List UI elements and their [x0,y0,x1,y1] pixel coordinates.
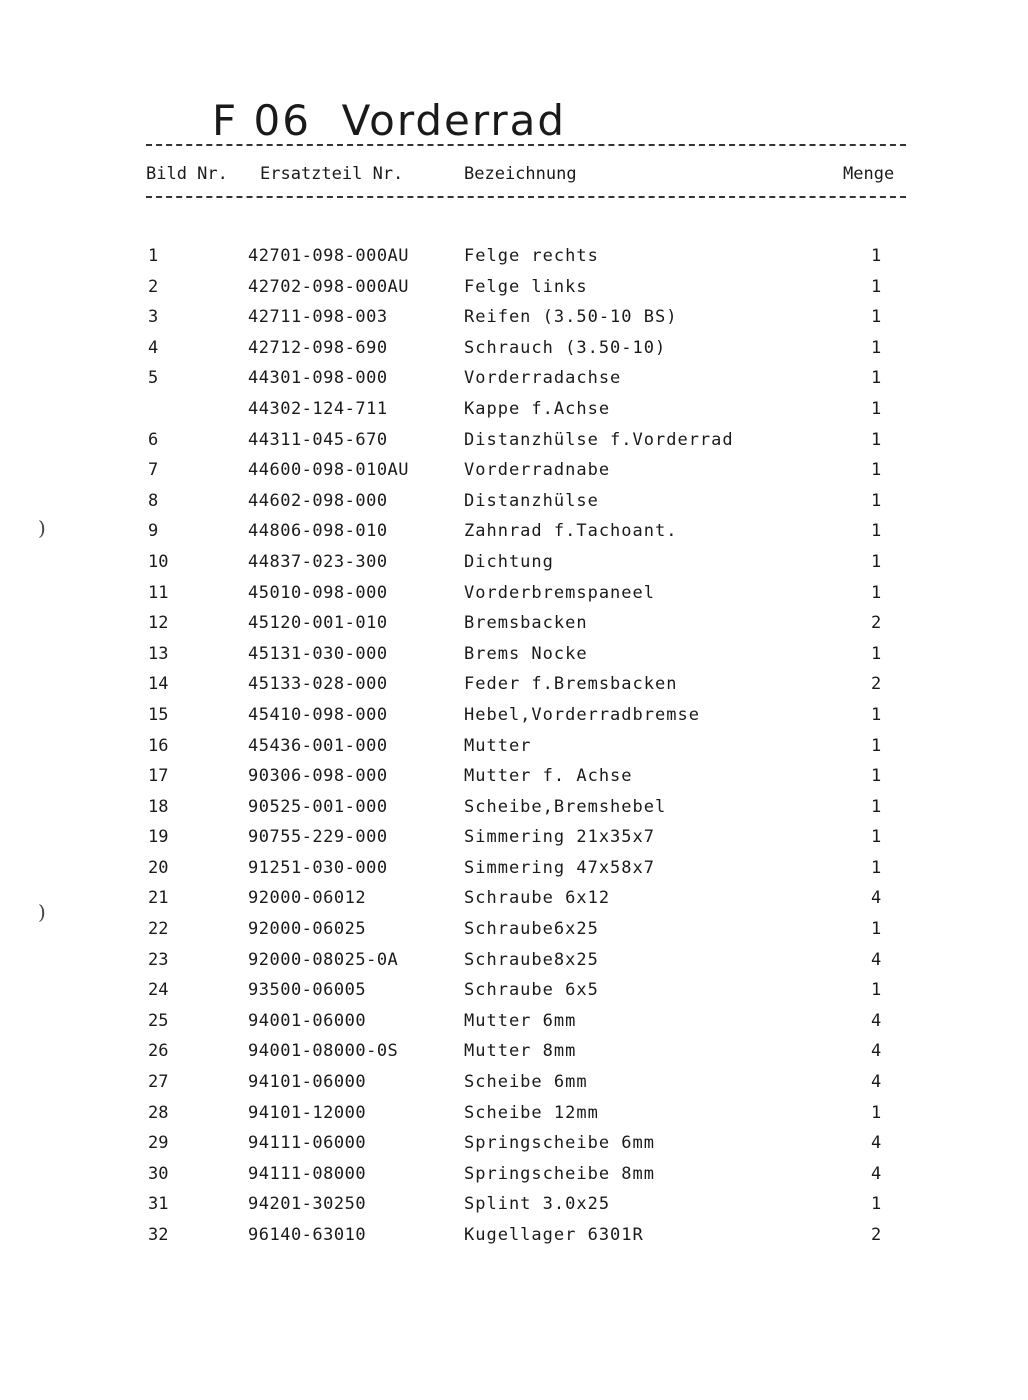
bezeichnung-cell: Mutter 8mm [464,1041,577,1062]
bild-nr-cell: 18 [148,796,169,817]
table-row [0,1160,1028,1191]
menge-cell: 4 [871,1072,882,1093]
bild-nr-cell: 8 [148,490,159,511]
bezeichnung-cell: Distanzhülse [464,490,599,511]
bild-nr-cell: 29 [148,1133,169,1154]
table-row [0,517,1028,548]
table-row [0,609,1028,640]
menge-cell: 2 [871,1225,882,1245]
bezeichnung-cell: Feder f.Bremsbacken [464,674,678,695]
menge-cell: 4 [871,1010,882,1031]
table-row [0,915,1028,946]
table-row [0,1129,1028,1160]
menge-cell: 1 [871,460,882,481]
ersatzteil-nr-cell: 44311-045-670 [248,429,388,450]
bild-nr-cell: 7 [148,460,159,481]
bild-nr-cell: 20 [148,857,169,878]
menge-cell: 2 [871,674,882,695]
ersatzteil-nr-cell: 94101-12000 [248,1102,367,1123]
menge-cell: 4 [871,1041,882,1062]
table-row [0,1190,1028,1221]
table-row [0,426,1028,457]
bezeichnung-cell: Brems Nocke [464,643,588,664]
bild-nr-cell: 21 [148,888,169,909]
bezeichnung-cell: Vorderbremspaneel [464,582,655,603]
bezeichnung-cell: Kappe f.Achse [464,398,611,419]
margin-mark: ) [38,900,46,924]
bild-nr-cell: 17 [148,766,169,787]
ersatzteil-nr-cell: 90525-001-000 [248,796,388,817]
ersatzteil-nr-cell: 45410-098-000 [248,704,388,725]
bild-nr-cell: 9 [148,521,159,542]
header-menge: Menge [843,164,895,184]
margin-mark: ) [38,516,46,540]
table-row [0,1068,1028,1099]
menge-cell: 1 [871,796,882,817]
ersatzteil-nr-cell: 44301-098-000 [248,368,388,389]
bild-nr-cell: 23 [148,949,169,970]
bezeichnung-cell: Vorderradnabe [464,460,611,481]
bezeichnung-cell: Scheibe 12mm [464,1102,599,1123]
table-row [0,303,1028,334]
table-row [0,640,1028,671]
bild-nr-cell: 25 [148,1010,169,1031]
bezeichnung-cell: Schraube 6x5 [464,980,599,1001]
bezeichnung-cell: Springscheibe 8mm [464,1163,655,1184]
ersatzteil-nr-cell: 45133-028-000 [248,674,388,695]
ersatzteil-nr-cell: 42702-098-000AU [248,276,410,297]
bezeichnung-cell: Felge rechts [464,246,599,266]
bild-nr-cell: 6 [148,429,159,450]
menge-cell: 4 [871,888,882,909]
ersatzteil-nr-cell: 94111-06000 [248,1133,367,1154]
ersatzteil-nr-cell: 90306-098-000 [248,766,388,787]
bezeichnung-cell: Dichtung [464,551,554,572]
menge-cell: 1 [871,582,882,603]
ersatzteil-nr-cell: 42712-098-690 [248,337,388,358]
menge-cell: 1 [871,704,882,725]
ersatzteil-nr-cell: 44806-098-010 [248,521,388,542]
bezeichnung-cell: Schraube 6x12 [464,888,611,909]
bild-nr-cell: 1 [148,246,159,266]
bild-nr-cell: 4 [148,337,159,358]
bild-nr-cell: 10 [148,551,169,572]
bezeichnung-cell: Reifen (3.50-10 BS) [464,307,678,328]
bezeichnung-cell: Hebel,Vorderradbremse [464,704,700,725]
bezeichnung-cell: Felge links [464,276,588,297]
ersatzteil-nr-cell: 45010-098-000 [248,582,388,603]
table-row [0,793,1028,824]
table-row [0,732,1028,763]
table-row [0,1221,1028,1252]
ersatzteil-nr-cell: 94201-30250 [248,1194,367,1215]
menge-cell: 1 [871,398,882,419]
table-row [0,976,1028,1007]
table-row [0,701,1028,732]
bild-nr-cell: 30 [148,1163,169,1184]
ersatzteil-nr-cell: 94001-06000 [248,1010,367,1031]
menge-cell: 1 [871,307,882,328]
ersatzteil-nr-cell: 92000-06012 [248,888,367,909]
menge-cell: 1 [871,490,882,511]
parts-table [0,242,1028,1252]
title-underline [146,144,906,146]
menge-cell: 1 [871,276,882,297]
bild-nr-cell: 31 [148,1194,169,1215]
table-row [0,487,1028,518]
ersatzteil-nr-cell: 92000-08025-0A [248,949,399,970]
ersatzteil-nr-cell: 94111-08000 [248,1163,367,1184]
table-row [0,1007,1028,1038]
bezeichnung-cell: Simmering 47x58x7 [464,857,655,878]
menge-cell: 1 [871,857,882,878]
ersatzteil-nr-cell: 45436-001-000 [248,735,388,756]
table-row [0,854,1028,885]
bild-nr-cell: 13 [148,643,169,664]
bild-nr-cell: 11 [148,582,169,603]
bezeichnung-cell: Mutter [464,735,532,756]
ersatzteil-nr-cell: 42711-098-003 [248,307,388,328]
table-row [0,579,1028,610]
bild-nr-cell: 15 [148,704,169,725]
table-row [0,670,1028,701]
bezeichnung-cell: Distanzhülse f.Vorderrad [464,429,734,450]
ersatzteil-nr-cell: 42701-098-000AU [248,246,410,266]
ersatzteil-nr-cell: 92000-06025 [248,919,367,940]
header-divider [146,196,906,198]
ersatzteil-nr-cell: 44600-098-010AU [248,460,410,481]
ersatzteil-nr-cell: 45120-001-010 [248,613,388,634]
menge-cell: 1 [871,735,882,756]
bild-nr-cell: 28 [148,1102,169,1123]
ersatzteil-nr-cell: 94101-06000 [248,1072,367,1093]
bild-nr-cell: 24 [148,980,169,1001]
bild-nr-cell: 3 [148,307,159,328]
ersatzteil-nr-cell: 45131-030-000 [248,643,388,664]
table-row [0,456,1028,487]
bezeichnung-cell: Scheibe,Bremshebel [464,796,667,817]
bild-nr-cell: 12 [148,613,169,634]
bezeichnung-cell: Zahnrad f.Tachoant. [464,521,678,542]
ersatzteil-nr-cell: 90755-229-000 [248,827,388,848]
ersatzteil-nr-cell: 96140-63010 [248,1225,367,1245]
bild-nr-cell: 22 [148,919,169,940]
bezeichnung-cell: Splint 3.0x25 [464,1194,611,1215]
menge-cell: 1 [871,521,882,542]
ersatzteil-nr-cell: 44602-098-000 [248,490,388,511]
table-row [0,823,1028,854]
bezeichnung-cell: Schraube8x25 [464,949,599,970]
menge-cell: 4 [871,949,882,970]
menge-cell: 1 [871,337,882,358]
bild-nr-cell: 27 [148,1072,169,1093]
menge-cell: 1 [871,368,882,389]
bild-nr-cell: 2 [148,276,159,297]
menge-cell: 1 [871,766,882,787]
bezeichnung-cell: Vorderradachse [464,368,622,389]
table-row [0,946,1028,977]
table-row [0,1037,1028,1068]
bild-nr-cell: 14 [148,674,169,695]
header-bild-nr: Bild Nr. [146,164,228,184]
table-row [0,884,1028,915]
table-row [0,762,1028,793]
page-title: F 06 Vorderrad [212,96,567,145]
menge-cell: 1 [871,429,882,450]
bezeichnung-cell: Mutter f. Achse [464,766,633,787]
menge-cell: 2 [871,613,882,634]
bild-nr-cell: 5 [148,368,159,389]
ersatzteil-nr-cell: 44302-124-711 [248,398,388,419]
table-row [0,273,1028,304]
bezeichnung-cell: Springscheibe 6mm [464,1133,655,1154]
header-ersatzteil-nr: Ersatzteil Nr. [260,164,404,184]
menge-cell: 1 [871,1194,882,1215]
bezeichnung-cell: Mutter 6mm [464,1010,577,1031]
menge-cell: 1 [871,246,882,266]
table-row [0,1099,1028,1130]
bezeichnung-cell: Bremsbacken [464,613,588,634]
bezeichnung-cell: Scheibe 6mm [464,1072,588,1093]
menge-cell: 4 [871,1133,882,1154]
bild-nr-cell: 32 [148,1225,169,1245]
ersatzteil-nr-cell: 93500-06005 [248,980,367,1001]
menge-cell: 1 [871,1102,882,1123]
table-row [0,334,1028,365]
bezeichnung-cell: Schraube6x25 [464,919,599,940]
menge-cell: 1 [871,551,882,572]
bild-nr-cell: 19 [148,827,169,848]
ersatzteil-nr-cell: 44837-023-300 [248,551,388,572]
menge-cell: 1 [871,980,882,1001]
ersatzteil-nr-cell: 91251-030-000 [248,857,388,878]
table-row [0,364,1028,395]
table-row [0,395,1028,426]
bezeichnung-cell: Schrauch (3.50-10) [464,337,667,358]
menge-cell: 1 [871,827,882,848]
table-row [0,548,1028,579]
bild-nr-cell: 26 [148,1041,169,1062]
bezeichnung-cell: Kugellager 6301R [464,1225,644,1245]
bezeichnung-cell: Simmering 21x35x7 [464,827,655,848]
menge-cell: 1 [871,643,882,664]
menge-cell: 1 [871,919,882,940]
ersatzteil-nr-cell: 94001-08000-0S [248,1041,399,1062]
menge-cell: 4 [871,1163,882,1184]
table-row [0,242,1028,273]
bild-nr-cell: 16 [148,735,169,756]
header-bezeichnung: Bezeichnung [464,164,577,184]
